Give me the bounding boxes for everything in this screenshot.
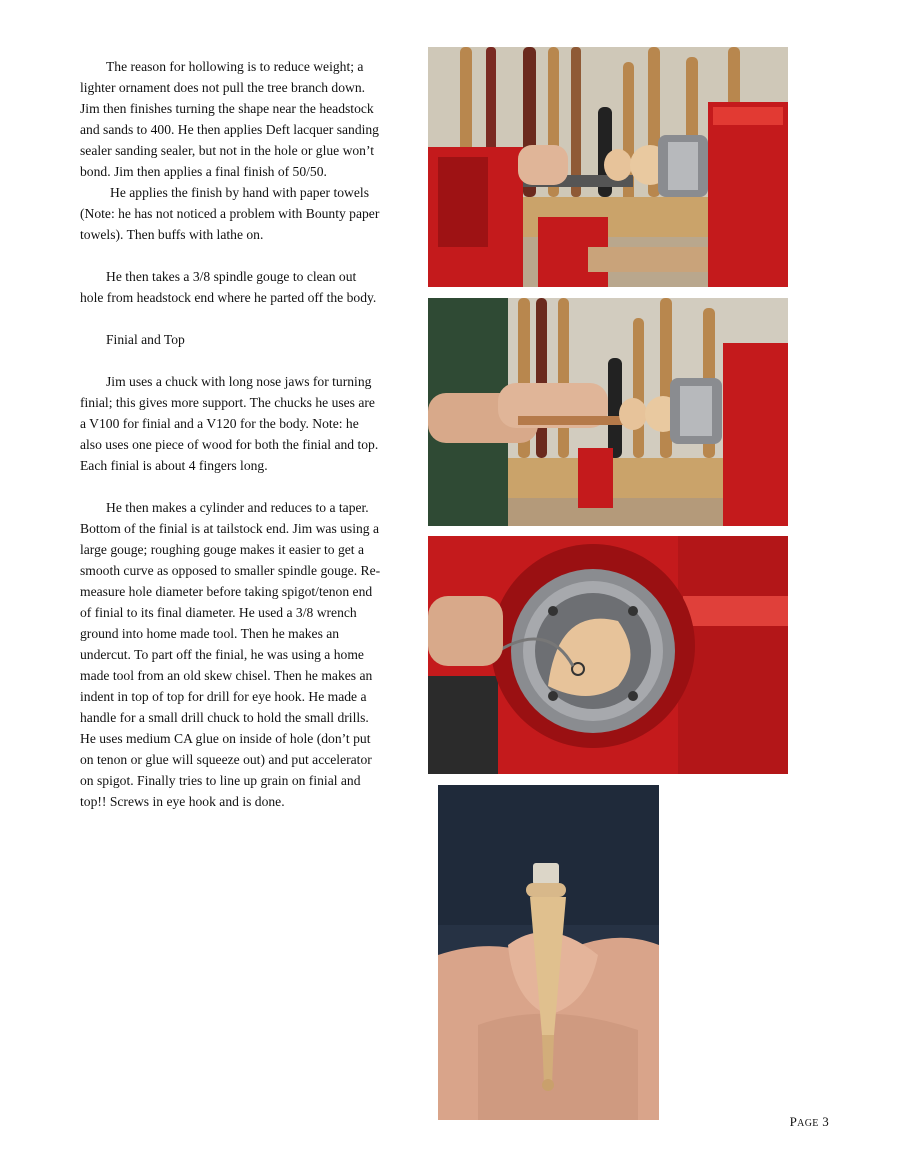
page-label-initial: P: [789, 1114, 798, 1129]
photo-hands-with-tool: [428, 298, 788, 526]
page-number: [790, 1114, 829, 1130]
photo-finished-finial: [438, 785, 659, 1120]
page-number-value: 3: [822, 1114, 829, 1129]
paragraph-spindle-gouge: He then takes a 3/8 spindle gouge to clean out hole from headstock end where he parted off the body.: [80, 269, 377, 305]
section-heading-finial-and-top: Finial and Top: [106, 332, 185, 347]
page-label-rest: AGE: [797, 1118, 819, 1129]
paragraph-finish-by-hand: He applies the finish by hand with paper towels (Note: he has not noticed a problem with Bounty paper towels). Then buffs with lathe on.: [80, 185, 380, 242]
paragraph-chuck-jaws: Jim uses a chuck with long nose jaws for turning finial; this gives more support. The chucks he uses are a V100 for finial and a V120 for the body. Note: he also uses one piece of wood for both the finial and top. Each finial is about 4 fingers long.: [80, 374, 379, 473]
paragraph-hollowing: The reason for hollowing is to reduce weight; a lighter ornament does not pull the tree branch down. Jim then finishes turning the shape near the headstock and sands to 400. He then applies Deft lacquer sanding sealer sanding sealer, but not in the hole or glue won’t bond. Jim then applies a final finish of 50/50.: [80, 59, 379, 179]
photo-chuck-closeup: [428, 536, 788, 774]
paragraph-cylinder-taper: He then makes a cylinder and reduces to a taper. Bottom of the finial is at tailstock end. Jim was using a large gouge; roughing gouge makes it easier to get a smooth curve as opposed to smaller spindle gouge. Re-measure hole diameter before taking spigot/tenon end of finial to its final diameter. He used a 3/8 wrench ground into home made tool. Then he makes an undercut. To part off the finial, he was using a home made tool from an old skew chisel. Then he makes an indent in top of top for drill for eye hook. He made a handle for a small drill chuck to hold the small drills. He uses medium CA glue on inside of hole (don’t put on tenon or glue will squeeze out) and put accelerator on spigot. Finally tries to line up grain on finial and top!! Screws in eye hook and is done.: [80, 500, 381, 809]
article-text-column: [80, 56, 382, 812]
photo-lathe-turning-headstock: [428, 47, 788, 287]
